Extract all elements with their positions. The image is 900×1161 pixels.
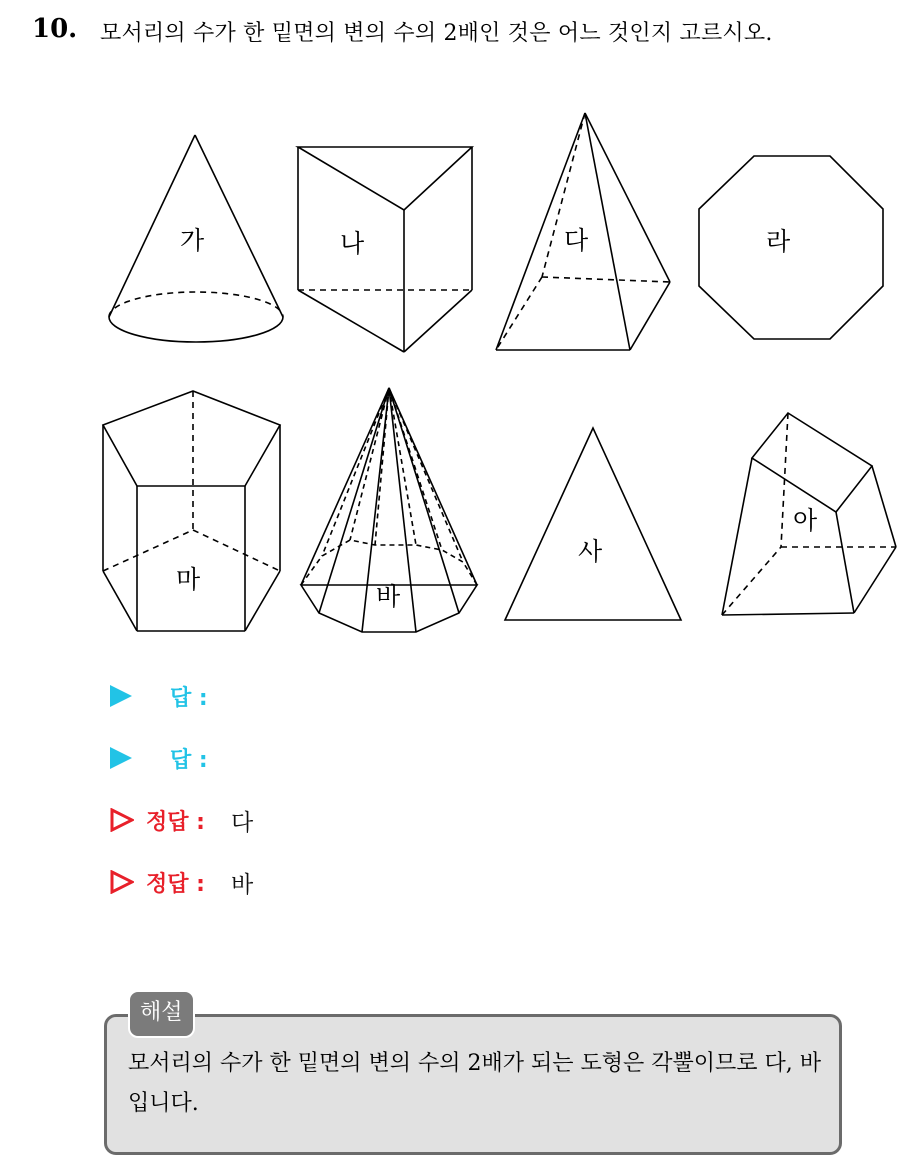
outline-triangle-icon	[110, 870, 134, 894]
answer-row-1	[110, 680, 234, 712]
shape-polygonal-pyramid	[301, 388, 477, 632]
shape-pentagonal-prism	[103, 391, 280, 631]
shape-label-na: 나	[340, 229, 365, 258]
outline-triangle-icon	[110, 808, 134, 832]
shape-label-ma: 마	[176, 565, 201, 594]
shape-frustum	[722, 413, 896, 615]
correct-answer-value: 바	[230, 871, 254, 898]
answer-row-2	[110, 742, 234, 774]
question-number: 10.	[32, 14, 78, 44]
shape-triangular-prism	[298, 147, 472, 352]
shape-cone	[109, 135, 283, 342]
shape-square-pyramid	[496, 113, 670, 350]
shape-octagon	[699, 156, 883, 339]
correct-answer-row-2	[110, 866, 253, 898]
play-triangle-icon	[110, 747, 132, 769]
shape-label-a: 아	[793, 506, 818, 535]
shape-label-da: 다	[564, 226, 589, 255]
question-text: 모서리의 수가 한 밑면의 변의 수의 2배인 것은 어느 것인지 고르시오.	[100, 21, 773, 46]
correct-answer-value: 다	[230, 809, 254, 836]
shape-label-ba: 바	[376, 582, 401, 611]
explanation-tab: 해설	[128, 990, 195, 1038]
play-triangle-icon	[110, 685, 132, 707]
answer-label: 답 :	[170, 747, 208, 773]
answer-label: 답 :	[170, 685, 208, 711]
shape-label-sa: 사	[578, 537, 603, 566]
shape-label-ga: 가	[180, 226, 205, 255]
shape-label-ra: 라	[766, 227, 791, 256]
correct-answer-label: 정답 :	[146, 809, 205, 835]
explanation-text: 모서리의 수가 한 밑면의 변의 수의 2배가 되는 도형은 각뿔이므로 다, 바입니다.	[128, 1051, 821, 1116]
shape-triangle	[505, 428, 681, 620]
correct-answer-label: 정답 :	[146, 871, 205, 897]
correct-answer-row-1	[110, 804, 253, 836]
